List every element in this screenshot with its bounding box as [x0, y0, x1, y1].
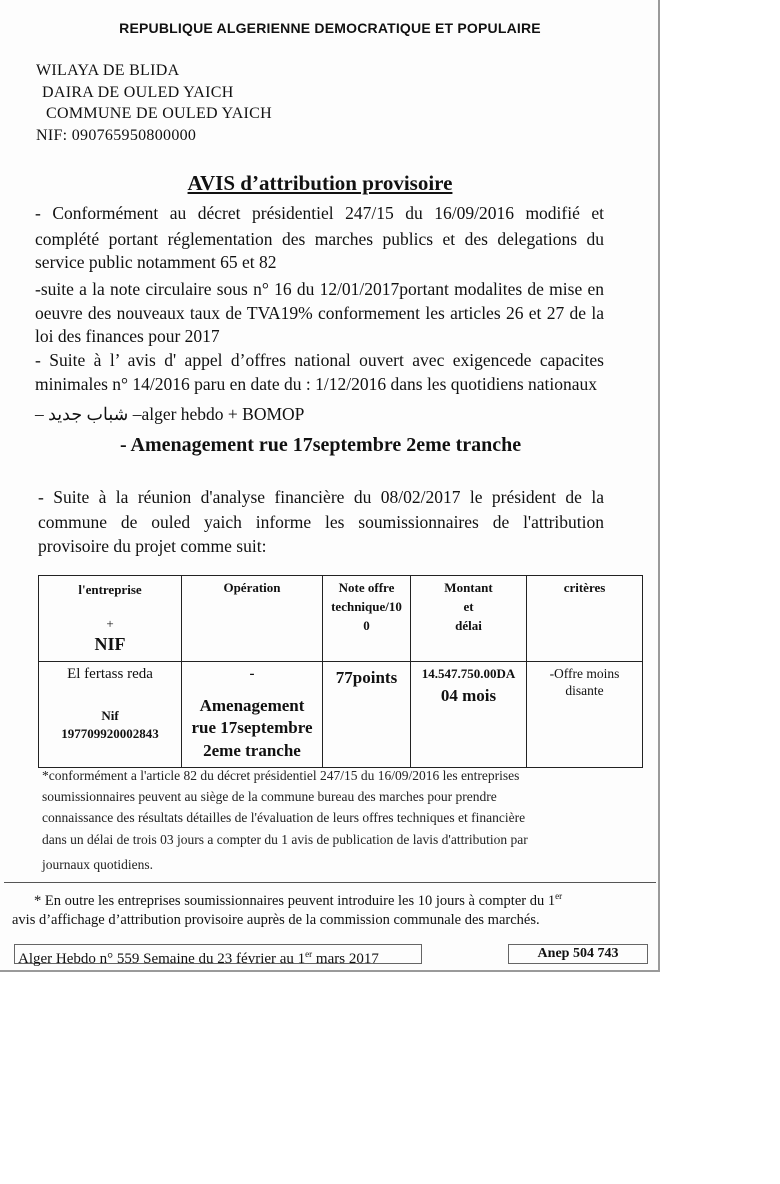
- paragraph-line: service public notamment 65 et 82: [35, 252, 277, 272]
- header-operation: Opération: [223, 580, 281, 595]
- publication-footer: [14, 944, 422, 967]
- nif-line: NIF: 090765950800000: [36, 127, 197, 144]
- operation-line3: 2eme tranche: [203, 741, 301, 760]
- addendum-sup: er: [555, 891, 563, 901]
- paragraph-line: complété portant réglementation des marches publics et des delegations du: [35, 229, 604, 249]
- paragraph-line: minimales n° 14/2016 paru en date du : 1/12/2016 dans les quotidiens nationaux: [35, 374, 598, 394]
- note-line: dans un délai de trois 03 jours a compter du 1 avis de publication de lavis d'attribution par: [42, 832, 528, 847]
- note-line: *conformément a l'article 82 du décret présidentiel 247/15 du 16/09/2016 les entreprises: [42, 768, 520, 783]
- table-row: [39, 662, 643, 768]
- delai-value: 04 mois: [440, 686, 497, 705]
- operation-line2: rue 17septembre: [191, 718, 313, 737]
- intro-line: provisoire du projet comme suit:: [38, 536, 267, 556]
- paragraph-line: - Conformément au décret présidentiel 247/15 du 16/09/2016 modifié et: [35, 203, 604, 223]
- header-nif: NIF: [94, 634, 126, 654]
- entreprise-name: El fertass reda: [67, 666, 153, 682]
- project-subject: - Amenagement rue 17septembre 2eme tranche: [120, 434, 522, 456]
- addendum-line: [34, 891, 562, 910]
- header-note-line1: Note offre: [338, 580, 395, 595]
- note-line: soumissionnaires peuvent au siège de la commune bureau des marches pour prendre: [42, 789, 497, 804]
- header-note-cell: [323, 576, 411, 662]
- paragraph-line: - Suite à l’ avis d' appel d’offres national ouvert avec exigencede capacites: [35, 350, 604, 370]
- addendum-text: * En outre les entreprises soumissionnaires peuvent introduire les 10 jours à compter du 1: [34, 892, 556, 909]
- row-montant-cell: [411, 662, 527, 768]
- row-criteres-cell: [527, 662, 643, 768]
- daira-line: DAIRA DE OULED YAICH: [42, 84, 234, 101]
- notice-title: AVIS d’attribution provisoire: [187, 171, 453, 195]
- row-operation-cell: [182, 662, 323, 768]
- critere-line2: disante: [565, 683, 604, 698]
- addendum-line: avis d’affichage d’attribution provisoire auprès de la commission communale des marchés.: [12, 912, 540, 928]
- row-entreprise-cell: [39, 662, 182, 768]
- header-note-line2: technique/10: [331, 599, 402, 614]
- header-entreprise-cell: [39, 576, 182, 662]
- note-line: connaissance des résultats détailles de l'évaluation de leurs offres techniques et financière: [42, 810, 526, 825]
- paragraph-line: -suite a la note circulaire sous n° 16 du 12/01/2017portant modalites de mise en: [35, 279, 604, 299]
- commune-line: COMMUNE DE OULED YAICH: [46, 105, 272, 122]
- row-note-cell: [323, 662, 411, 768]
- note-line: journaux quotidiens.: [42, 857, 153, 872]
- wilaya-line: WILAYA DE BLIDA: [36, 62, 180, 79]
- operation-line1: Amenagement: [199, 696, 305, 715]
- table-header-row: [39, 576, 643, 662]
- header-montant-line3: délai: [455, 618, 482, 633]
- republic-heading: REPUBLIQUE ALGERIENNE DEMOCRATIQUE ET POPULAIRE: [119, 20, 541, 36]
- header-montant-line2: et: [463, 599, 474, 614]
- footer-sup: er: [305, 949, 313, 959]
- header-montant-line1: Montant: [444, 580, 493, 595]
- paragraph-line: oeuvre des nouveaux taux de TVA19% conformement les articles 26 et 27 de la: [35, 303, 604, 323]
- header-operation-cell: [182, 576, 323, 662]
- header-montant-cell: [411, 576, 527, 662]
- header-criteres: critères: [563, 580, 606, 595]
- intro-line: - Suite à la réunion d'analyse financière du 08/02/2017 le président de la: [38, 487, 604, 507]
- header-criteres-cell: [527, 576, 643, 662]
- addendum-box: [4, 882, 656, 937]
- newspapers-line: – شباب جديد –alger hebdo + BOMOP: [35, 404, 305, 424]
- critere-line1: -Offre moins: [549, 666, 620, 681]
- header-note-line3: 0: [363, 618, 370, 633]
- anep-reference: Anep 504 743: [508, 944, 648, 964]
- nif-value: 197709920002843: [61, 726, 159, 741]
- attribution-table: [38, 575, 643, 768]
- footer-text: Alger Hebdo n° 559 Semaine du 23 février au 1: [18, 951, 306, 967]
- footer-text-end: mars 2017: [312, 951, 379, 967]
- nif-label: Nif: [101, 708, 119, 723]
- header-plus: +: [106, 616, 114, 631]
- note-value: 77points: [335, 668, 398, 687]
- operation-dash: -: [249, 666, 255, 682]
- paragraph-line: loi des finances pour 2017: [35, 326, 220, 346]
- header-entreprise: l'entreprise: [78, 582, 142, 597]
- montant-value: 14.547.750.00DA: [421, 666, 516, 681]
- intro-line: commune de ouled yaich informe les soumissionnaires de l'attribution: [38, 512, 604, 532]
